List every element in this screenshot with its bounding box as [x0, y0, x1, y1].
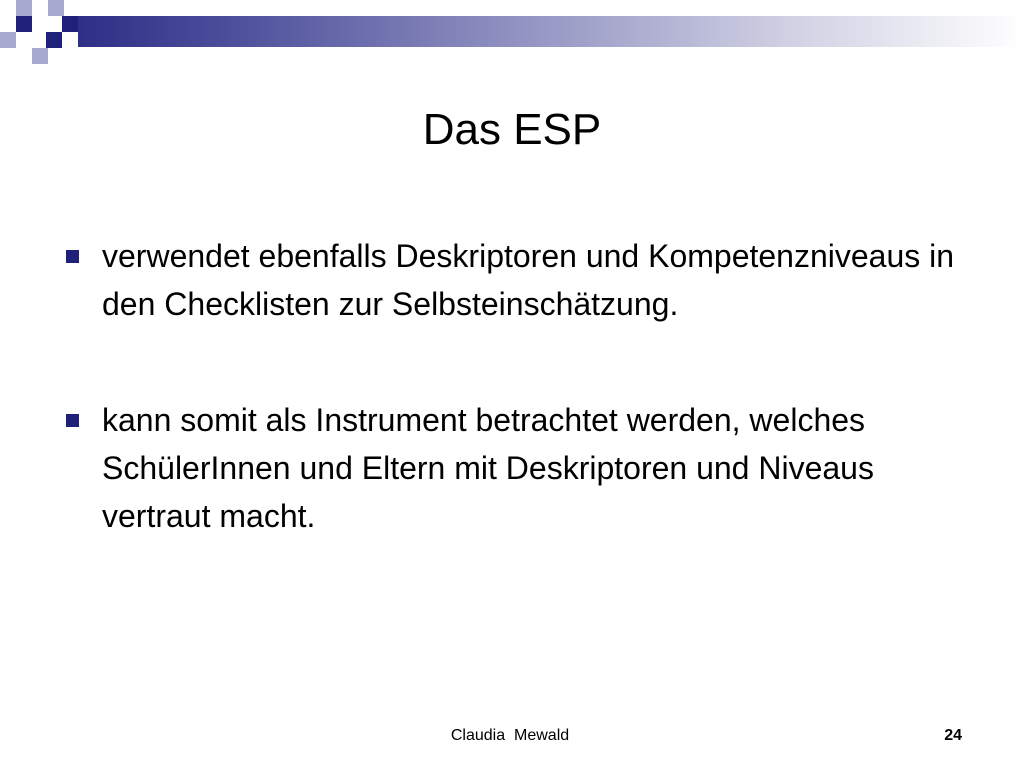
bullet-text: kann somit als Instrument betrachtet werden, welches SchülerInnen und Eltern mit Deskriptoren und Niveaus vertraut macht.	[102, 402, 874, 534]
header-gradient-bar	[78, 16, 1024, 47]
bullet-list	[62, 232, 962, 608]
bullet-item	[62, 396, 962, 540]
deco-square	[46, 32, 62, 48]
deco-square	[32, 48, 48, 64]
deco-square	[0, 32, 16, 48]
square-bullet-icon	[66, 250, 79, 263]
slide-title: Das ESP	[422, 105, 602, 154]
header-decoration	[0, 0, 1024, 64]
deco-square	[48, 0, 64, 16]
page-number: 24	[944, 727, 962, 744]
square-bullet-icon	[66, 414, 79, 427]
deco-square	[16, 16, 32, 32]
deco-square	[62, 16, 78, 32]
deco-square	[16, 0, 32, 16]
bullet-item	[62, 232, 962, 328]
bullet-text: verwendet ebenfalls Deskriptoren und Kompetenzniveaus in den Checklisten zur Selbsteinschätzung.	[102, 238, 955, 322]
footer-author: Claudia Mewald	[450, 727, 570, 744]
